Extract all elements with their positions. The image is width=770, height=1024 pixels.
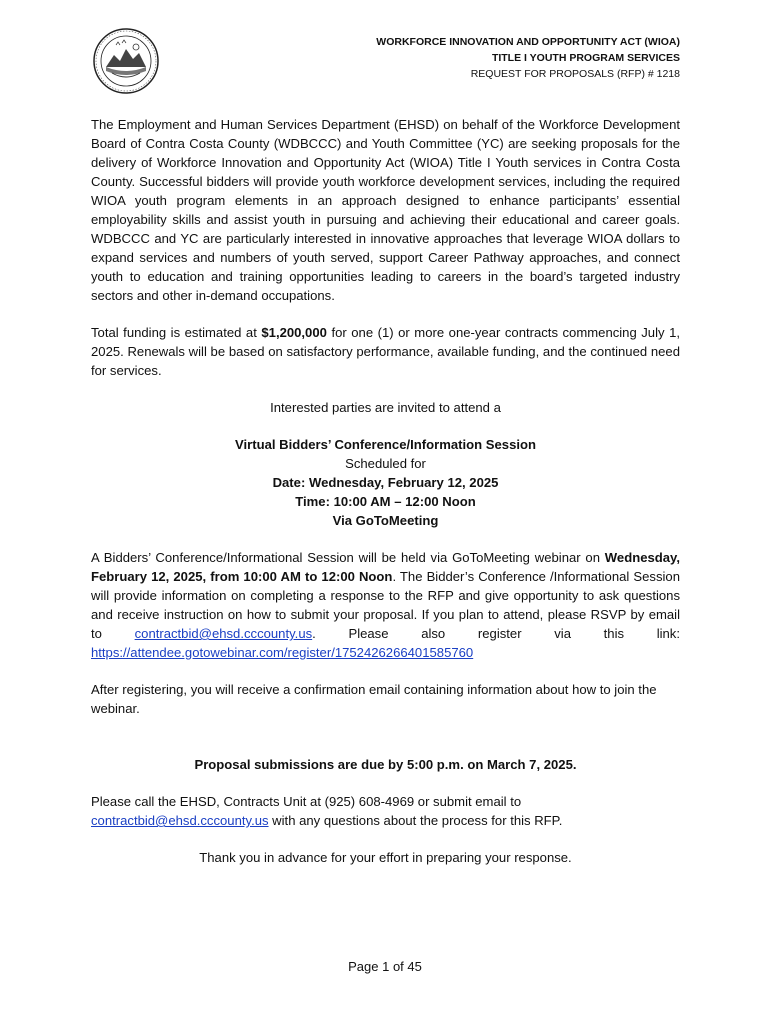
rsvp-email-link[interactable]: contractbid@ehsd.cccounty.us — [134, 626, 313, 641]
session-platform: Via GoToMeeting — [332, 513, 439, 528]
funding-text-end: for one (1) or more one-year contracts commencing July 1, 2025. Renewals will be based on satisfactory performance, available funding, and the continued need for services. — [91, 325, 680, 378]
funding-text-start: Total funding is estimated at — [91, 325, 262, 340]
session-time: Time: 10:00 AM – 12:00 Noon — [295, 494, 476, 509]
session-block — [91, 435, 680, 530]
document-body — [91, 115, 680, 867]
details-datetime: Wednesday, February 12, 2025, from 10:00 AM to 12:00 Noon — [91, 550, 680, 584]
header-rfp-number: REQUEST FOR PROPOSALS (RFP) # 1218 — [470, 68, 680, 80]
details-text-2: . The Bidder’s Conference /Informational Session will provide information on completing a response to the RFP and give opportunity to ask questions and receive instruction on how to submit your proposal. If you plan to attend, please RSVP by email to — [91, 569, 680, 641]
session-title: Virtual Bidders’ Conference/Information Session — [235, 437, 536, 452]
county-seal-icon — [92, 27, 160, 95]
session-details-paragraph — [91, 548, 680, 662]
contact-paragraph — [91, 792, 680, 830]
after-register-paragraph: After registering, you will receive a confirmation email containing information about how to join the webinar. — [91, 682, 657, 716]
funding-amount: $1,200,000 — [261, 325, 327, 340]
document-header — [376, 34, 680, 82]
invite-line: Interested parties are invited to attend a — [270, 400, 501, 415]
thanks-line: Thank you in advance for your effort in preparing your response. — [199, 850, 572, 865]
page-number: Page 1 of 45 — [348, 959, 422, 974]
details-text-3: . Please also register via this link: — [312, 626, 680, 641]
deadline-line: Proposal submissions are due by 5:00 p.m. on March 7, 2025. — [194, 757, 577, 772]
contact-text-1: Please call the EHSD, Contracts Unit at (925) 608-4969 or submit email to — [91, 794, 522, 809]
registration-link[interactable]: https://attendee.gotowebinar.com/register/1752426266401585760 — [91, 645, 474, 660]
session-date: Date: Wednesday, February 12, 2025 — [272, 475, 499, 490]
header-act-title: WORKFORCE INNOVATION AND OPPORTUNITY ACT (WIOA) — [376, 36, 680, 48]
intro-paragraph: The Employment and Human Services Department (EHSD) on behalf of the Workforce Development Board of Contra Costa County (WDBCCC) and Youth Committee (YC) are seeking proposals for the delivery of Workforce Innovation and Opportunity Act (WIOA) Title I Youth services in Contra Costa County. Successful bidders will provide youth workforce development services, including the required WIOA youth program elements in an approach designed to enhance participants’ essential employability skills and assist youth in pursuing and achieving their educational and career goals. WDBCCC and YC are particularly interested in innovative approaches that leverage WIOA dollars to expand services and numbers of youth served, support Career Pathway approaches, and connect youth to education and training opportunities leading to careers in the board’s targeted industry sectors and other in-demand occupations. — [91, 117, 680, 303]
contact-text-2: with any questions about the process for this RFP. — [268, 813, 563, 828]
contact-email-link[interactable]: contractbid@ehsd.cccounty.us — [91, 813, 269, 828]
session-scheduled: Scheduled for — [345, 456, 426, 471]
details-text-1: A Bidders’ Conference/Informational Session will be held via GoToMeeting webinar on — [91, 550, 605, 565]
header-program-title: TITLE I YOUTH PROGRAM SERVICES — [491, 52, 680, 64]
funding-paragraph — [91, 323, 680, 380]
